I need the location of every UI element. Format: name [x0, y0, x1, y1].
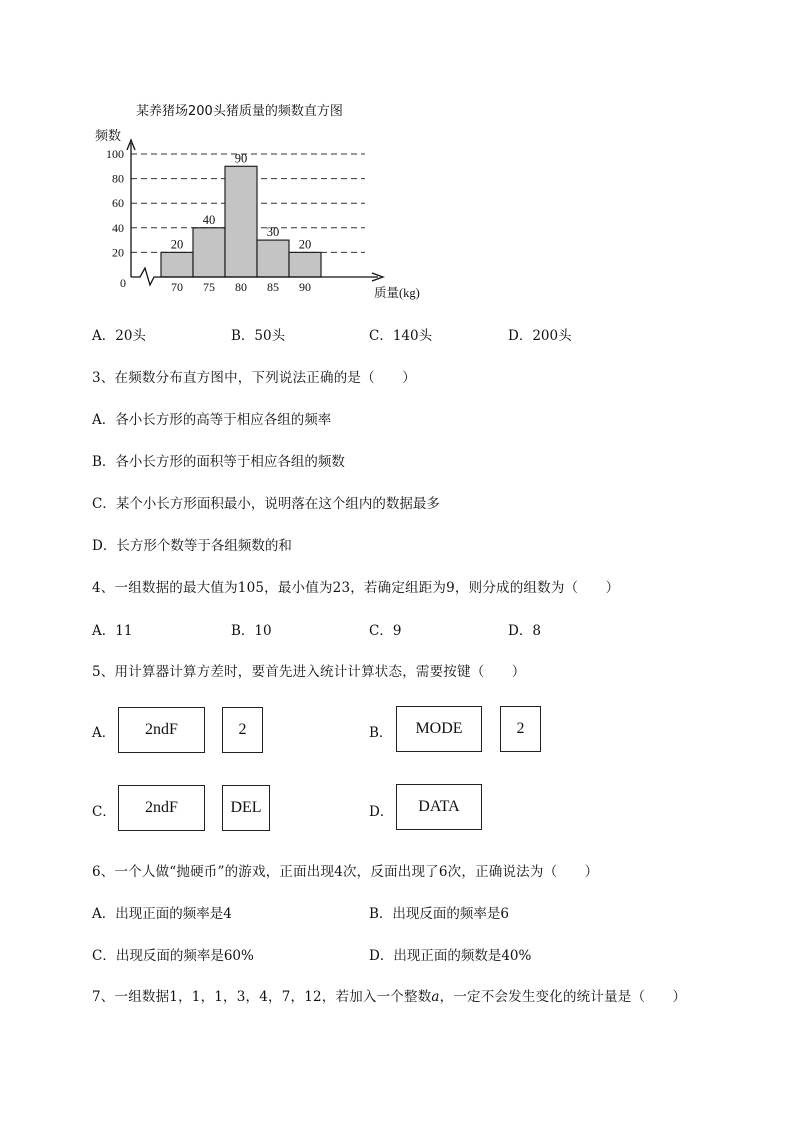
q5-b-key-mode: MODE [396, 706, 482, 752]
q5-c-key-del: DEL [222, 785, 270, 831]
q3-option-a: A．各小长方形的高等于相应各组的频率 [92, 412, 332, 428]
q6-option-b: B．出现反面的频率是6 [369, 906, 510, 922]
x-tick-label-85: 85 [267, 280, 279, 294]
q5-option-c-label: C． [92, 804, 116, 820]
y-tick-label-40: 40 [112, 220, 124, 235]
bar-value-label-70: 20 [170, 237, 184, 252]
q2-option-b: B．50头 [231, 328, 286, 344]
q7-variable: a [431, 989, 440, 1005]
y-tick-label-20: 20 [112, 245, 124, 260]
q6-option-c: C．出现反面的频率是60% [92, 948, 254, 964]
q2-option-c: C．140头 [369, 328, 433, 344]
x-tick-label-80: 80 [235, 280, 247, 294]
q5-a-key-2: 2 [222, 707, 263, 753]
q5-option-a-label: A． [92, 725, 116, 741]
q3-option-d: D．长方形个数等于各组频数的和 [92, 538, 292, 554]
origin-label: 0 [120, 276, 126, 290]
q5-a-key-2ndf: 2ndF [118, 707, 205, 753]
q4-option-c: C．9 [369, 623, 402, 639]
q5-d-key-data: DATA [396, 784, 482, 830]
q3-stem: 3、在频数分布直方图中，下列说法正确的是（ ） [92, 370, 416, 386]
q6-option-d: D．出现正面的频数是40% [369, 948, 532, 964]
q5-option-d-label: D． [369, 804, 394, 820]
q4-option-d: D．8 [508, 623, 541, 639]
y-tick-label-80: 80 [112, 171, 124, 186]
q3-option-b: B．各小长方形的面积等于相应各组的频数 [92, 454, 345, 470]
x-tick-label-75: 75 [203, 280, 215, 294]
q7-stem-after: ，一定不会发生变化的统计量是（ ） [439, 989, 687, 1005]
bar-70-75 [161, 252, 193, 277]
bar-85-90 [257, 240, 289, 277]
q5-option-b-label: B． [369, 725, 393, 741]
q5-stem: 5、用计算器计算方差时，要首先进入统计计算状态，需要按键（ ） [92, 664, 526, 680]
x-axis-label: 质量(kg) [374, 286, 420, 300]
q2-option-a: A．20头 [92, 328, 146, 344]
q7-stem-before: 7、一组数据1，1，1，3，4，7，12，若加入一个整数 [92, 989, 432, 1005]
q4-option-a: A．11 [92, 623, 133, 639]
bar-75-80 [193, 228, 225, 277]
bar-value-label-85: 30 [266, 225, 280, 240]
q4-stem: 4、一组数据的最大值为105，最小值为23，若确定组距为9，则分成的组数为（ ） [92, 580, 620, 596]
q5-b-key-2: 2 [500, 706, 541, 752]
bar-90-95 [289, 252, 321, 277]
q5-c-key-2ndf: 2ndF [118, 785, 205, 831]
q4-option-b: B．10 [231, 623, 272, 639]
bar-80-85 [225, 166, 257, 277]
bar-value-label-75: 40 [202, 212, 216, 227]
x-tick-label-90: 90 [299, 280, 311, 294]
chart-title: 某养猪场200头猪质量的频数直方图 [136, 104, 343, 119]
y-tick-label-100: 100 [106, 147, 124, 161]
q6-option-a: A．出现正面的频率是4 [92, 906, 232, 922]
y-axis-label: 频数 [95, 128, 122, 143]
q3-option-c: C．某个小长方形面积最小，说明落在这个组内的数据最多 [92, 496, 440, 512]
q6-stem: 6、一个人做“抛硬币”的游戏，正面出现4次，反面出现了6次，正确说法为（ ） [92, 864, 599, 880]
histogram-chart [0, 0, 794, 320]
bar-value-label-90: 20 [298, 237, 312, 252]
bar-value-label-80: 90 [234, 151, 248, 166]
y-tick-label-60: 60 [112, 196, 124, 211]
x-tick-label-70: 70 [171, 280, 183, 294]
q2-option-d: D．200头 [508, 328, 572, 344]
q7-stem [92, 985, 686, 1005]
